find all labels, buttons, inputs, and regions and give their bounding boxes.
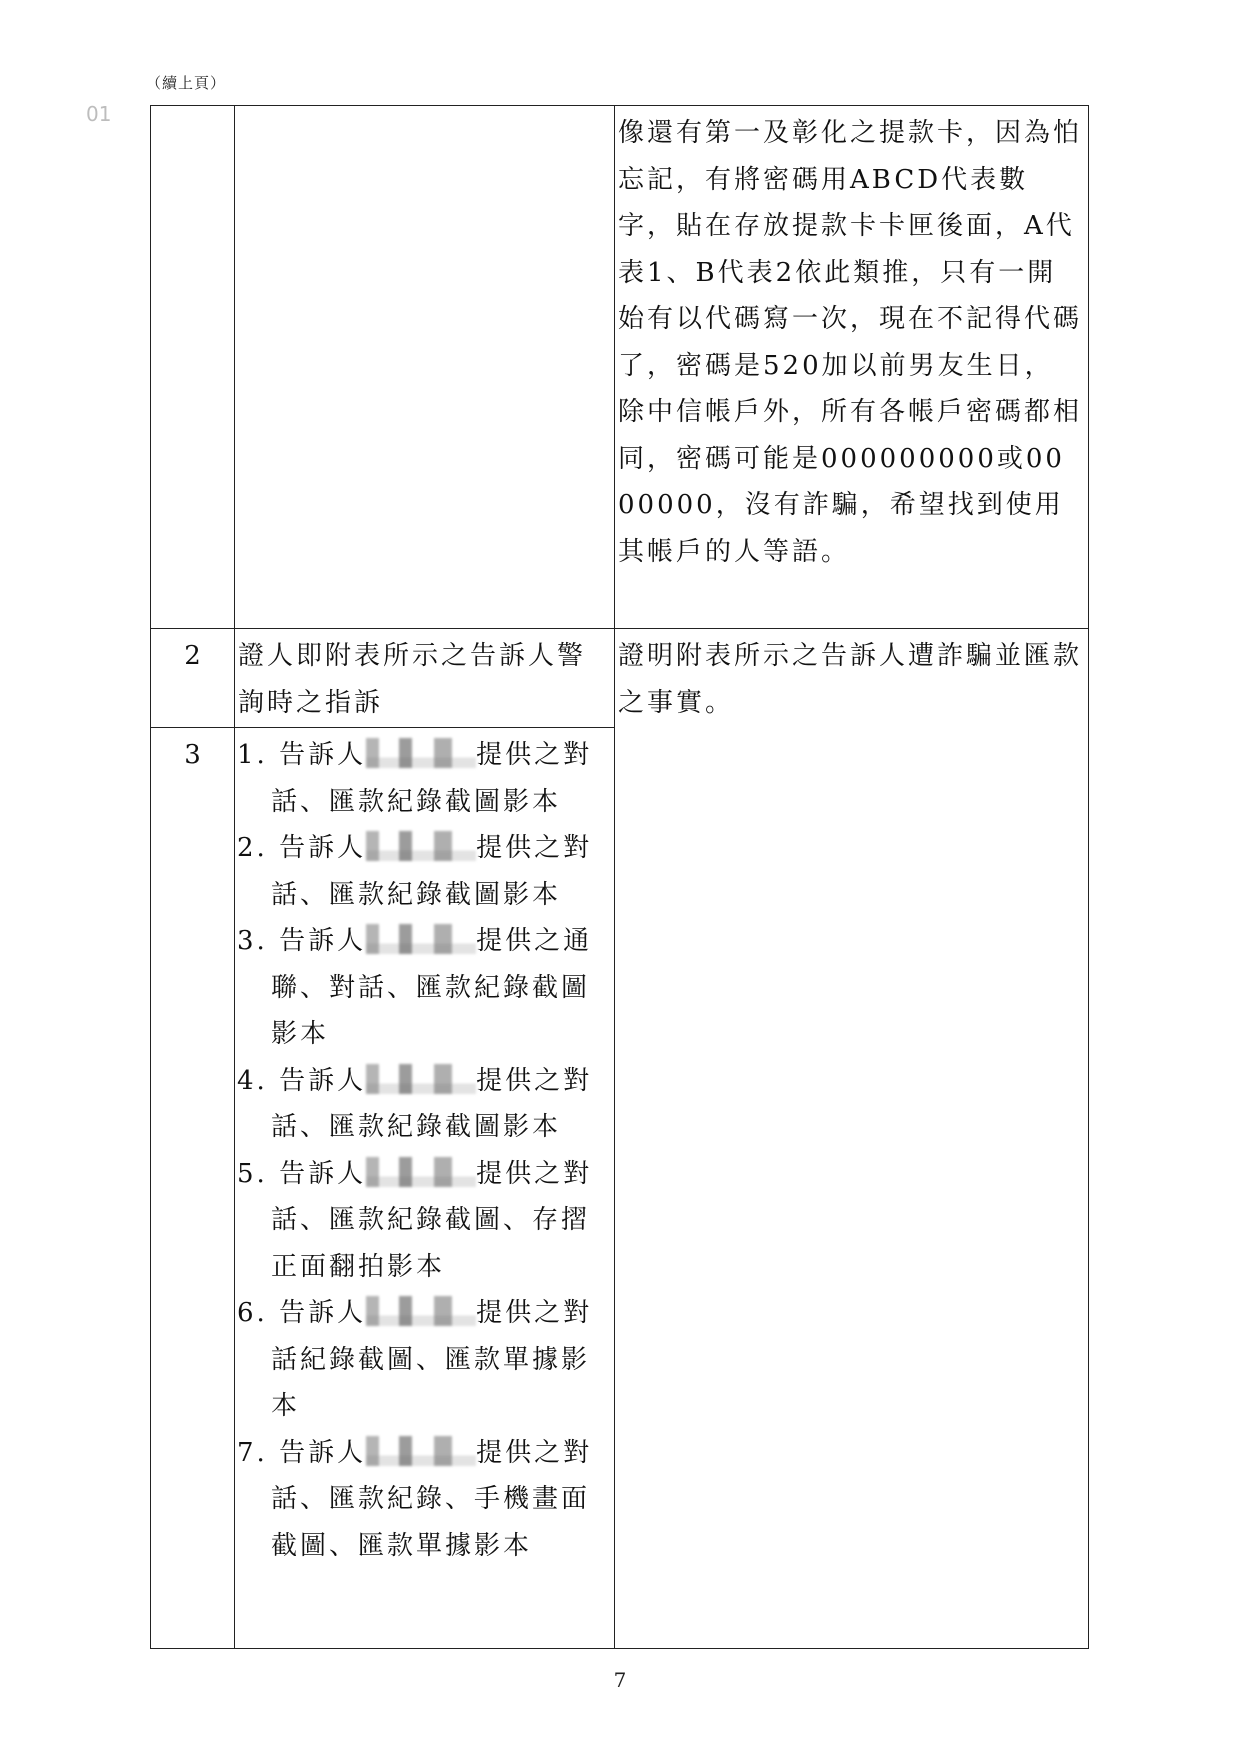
list-item: 7. 告訴人 提供之對話、匯款紀錄、手機畫面截圖、匯款單據影本: [237, 1437, 593, 1561]
list-item: 2. 告訴人 提供之對話、匯款紀錄截圖影本: [237, 833, 593, 910]
redacted-name: [366, 1064, 476, 1094]
row-number-cell: 2: [151, 629, 235, 728]
evidence-table: [150, 105, 1089, 1649]
evidence-list-cell: [235, 728, 615, 1649]
fact-to-prove-cell: [615, 629, 1089, 1649]
fact-text: 像還有第一及彰化之提款卡，因為怕忘記，有將密碼用ABCD代表數字，貼在存放提款卡卡匣後面，A代表1、B代表2依此類推，只有一開始有以代碼寫一次，現在不記得代碼了，密碼是520加以前男友生日，除中信帳戶外，所有各帳戶密碼都相同，密碼可能是000000000或0000000，沒有詐騙，希望找到使用其帳戶的人等語。: [618, 118, 1083, 567]
evidence-text: 證人即附表所示之告訴人警詢時之指訴: [238, 641, 587, 718]
row-number-cell: [151, 106, 235, 629]
redacted-name: [366, 1296, 476, 1326]
line-number: 01: [86, 102, 112, 126]
list-item: 6. 告訴人 提供之對話紀錄截圖、匯款單據影本: [237, 1298, 593, 1421]
page-number: 7: [613, 1668, 627, 1692]
continued-from-previous-page-label: （續上頁）: [146, 74, 227, 92]
row-number-cell: 3: [151, 728, 235, 1649]
list-item: 5. 告訴人 提供之對話、匯款紀錄截圖、存摺正面翻拍影本: [237, 1158, 593, 1282]
list-item: 4. 告訴人 提供之對話、匯款紀錄截圖影本: [237, 1065, 593, 1142]
list-item: 3. 告訴人 提供之通聯、對話、匯款紀錄截圖影本: [237, 926, 593, 1049]
evidence-name-cell: [235, 106, 615, 629]
table-row: [151, 106, 1089, 629]
redacted-name: [366, 738, 476, 768]
redacted-name: [366, 1436, 476, 1466]
fact-text: 證明附表所示之告訴人遭詐騙並匯款之事實。: [618, 641, 1083, 718]
redacted-name: [366, 924, 476, 954]
list-item: 1. 告訴人 提供之對話、匯款紀錄截圖影本: [237, 740, 593, 817]
redacted-name: [366, 831, 476, 861]
evidence-name-cell: [235, 629, 615, 728]
table-row: [151, 629, 1089, 728]
evidence-list: [235, 728, 614, 1569]
fact-to-prove-cell: [615, 106, 1089, 629]
redacted-name: [366, 1157, 476, 1187]
